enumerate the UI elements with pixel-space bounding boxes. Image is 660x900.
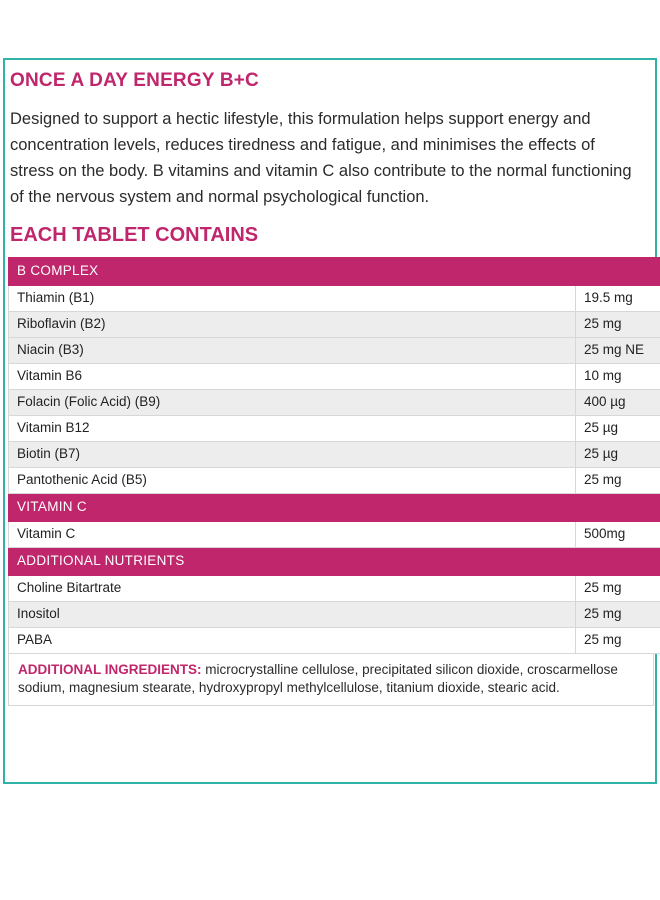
nutrient-name: Folacin (Folic Acid) (B9) [9,390,576,416]
page-title: ONCE A DAY ENERGY B+C [10,70,259,91]
nutrient-amount [576,548,660,576]
table-row [9,602,660,628]
additional-ingredients-text: microcrystalline cellulose, precipitated silicon dioxide, croscarmellose sodium, magnesium stearate, hydroxypropyl methylcellulose, titanium dioxide, stearic acid. [18,662,618,695]
nutrient-name: Niacin (B3) [9,338,576,364]
nutrient-amount: 400 µg [576,390,660,416]
table-row [9,468,660,494]
nutrient-amount [576,494,660,522]
table-row [9,522,660,548]
nutrient-name: Vitamin B12 [9,416,576,442]
ingredients-table [8,257,660,654]
nutrient-name: Vitamin B6 [9,364,576,390]
nutrient-name: Thiamin (B1) [9,286,576,312]
nutrient-name: Vitamin C [9,522,576,548]
nutrient-amount: 25 µg [576,442,660,468]
table-section-label: B COMPLEX [9,258,576,286]
nutrient-name: PABA [9,628,576,654]
nutrient-amount: 25 µg [576,416,660,442]
table-section-row [9,258,660,286]
section-heading-each-tablet-contains: EACH TABLET CONTAINS [10,224,259,246]
nutrient-name: Pantothenic Acid (B5) [9,468,576,494]
additional-ingredients-note [8,654,654,706]
nutrient-amount: 25 mg [576,628,660,654]
table-section-label: ADDITIONAL NUTRIENTS [9,548,576,576]
nutrient-amount [576,258,660,286]
nutrient-name: Inositol [9,602,576,628]
nutrient-amount: 25 mg [576,602,660,628]
table-section-row [9,494,660,522]
table-row [9,442,660,468]
product-description: Designed to support a hectic lifestyle, this formulation helps support energy and concentration levels, reduces tiredness and fatigue, and minimises the effects of stress on the body. B vitamins and vitamin C also contribute to the normal functioning of the nervous system and normal psychological function. [10,110,632,206]
table-row [9,286,660,312]
nutrient-name: Biotin (B7) [9,442,576,468]
panel-content [8,70,652,706]
nutrient-amount: 25 mg [576,468,660,494]
nutrient-amount: 25 mg [576,576,660,602]
table-row [9,416,660,442]
table-row [9,628,660,654]
table-section-row [9,548,660,576]
nutrient-name: Choline Bitartrate [9,576,576,602]
nutrient-name: Riboflavin (B2) [9,312,576,338]
table-section-label: VITAMIN C [9,494,576,522]
nutrient-amount: 25 mg NE [576,338,660,364]
nutrient-amount: 10 mg [576,364,660,390]
table-row [9,312,660,338]
table-row [9,338,660,364]
table-row [9,390,660,416]
ingredients-table-body [9,258,660,654]
nutrient-amount: 500mg [576,522,660,548]
table-row [9,576,660,602]
additional-ingredients-label: ADDITIONAL INGREDIENTS: [18,662,202,677]
nutrient-amount: 25 mg [576,312,660,338]
table-row [9,364,660,390]
nutrient-amount: 19.5 mg [576,286,660,312]
